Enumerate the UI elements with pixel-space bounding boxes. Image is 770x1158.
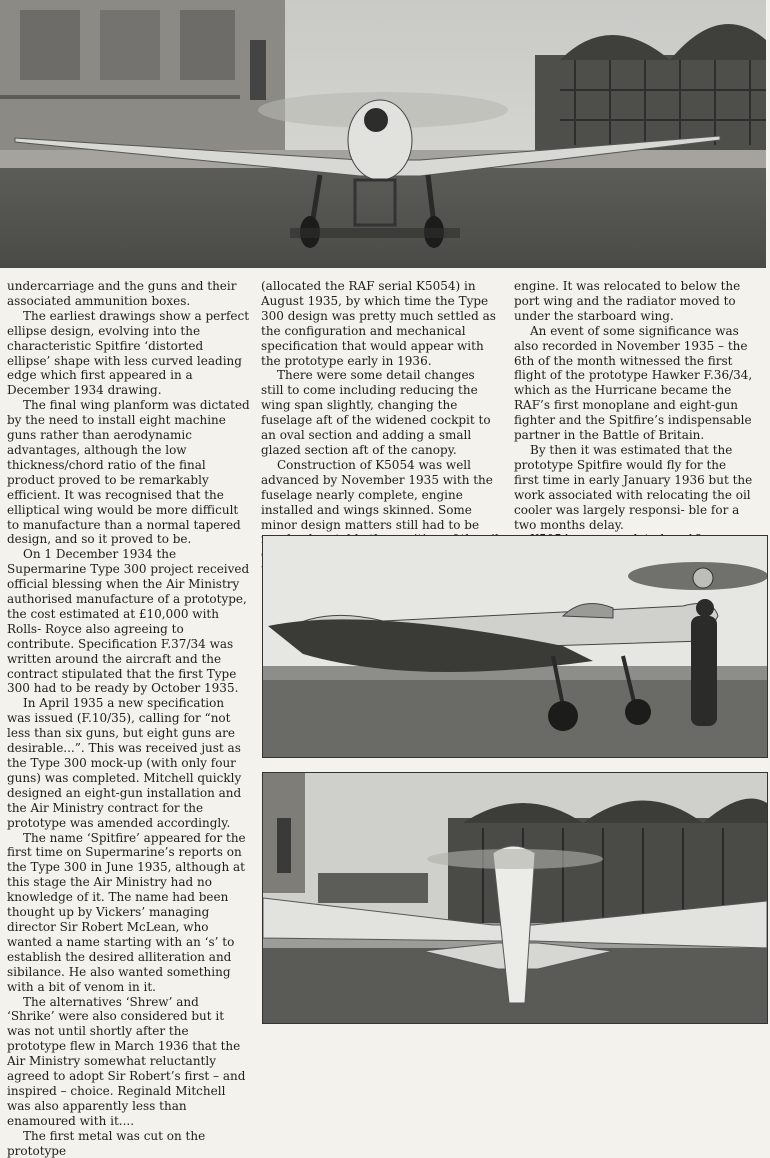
paragraph: In April 1935 a new specification was issued (F.10/35), calling for “not less than six guns, but eight guns are desirable...”. This was received just as the Type 300 mock-up (with only four guns) was completed. Mitchell quickly designed an eight-gun installation and the Air Ministry contract for the prototype was amended accordingly. bbox=[7, 696, 242, 830]
paragraph: The first metal was cut on the prototype bbox=[7, 1128, 206, 1158]
photo-prototype-rear-view-image bbox=[263, 773, 767, 1023]
paragraph: The alternatives ‘Shrew’ and ‘Shrike’ were also considered but it was not until shortly after the prototype flew in March 1936 that the Air Ministry somewhat reluctantly agreed to adopt Sir Robert’s first – and inspired – choice. Reginald Mitchell was also apparently less than enamoured with it.... bbox=[7, 994, 246, 1128]
paragraph: By then it was estimated that the prototype Spitfire would fly for the first time in early January 1936 but the work associated with relocating the oil cooler was largely responsi- ble for a two months delay. bbox=[514, 442, 753, 532]
text-column-1 bbox=[7, 279, 250, 1158]
paragraph: undercarriage and the guns and their associated ammunition boxes. bbox=[7, 279, 237, 308]
photo-prototype-side-view-image bbox=[263, 536, 767, 757]
paragraph: engine. It was relocated to below the port wing and the radiator moved to under the starboard wing. bbox=[514, 279, 741, 323]
text-column-2 bbox=[261, 279, 501, 577]
paragraph: There were some detail changes still to come including reducing the wing span slightly, changing the fuselage aft of the widened cockpit to an oval section and adding a small glazed section aft of the canopy. bbox=[261, 368, 491, 457]
paragraph: The final wing planform was dictated by the need to install eight machine guns rather than aerodynamic advantages, although the low thickness/chord ratio of the final product proved to be remarkably efficient. It was recognised that the elliptical wing would be more difficult to manufacture than a normal tapered design, and so it proved to be. bbox=[7, 398, 250, 547]
paragraph: An event of some significance was also recorded in November 1935 – the 6th of the month witnessed the first flight of the prototype Hawker F.36/34, which as the Hurricane became the RAF’s first monoplane and eight-gun fighter and the Spitfire’s indispensable partner in the Battle of Britain. bbox=[514, 323, 753, 443]
paragraph: The name ‘Spitfire’ appeared for the first time on Supermarine’s reports on the Type 300 in June 1935, although at this stage the Air Ministry had no knowledge of it. The name had been thought up by Vickers’ managing director Sir Robert McLean, who wanted a name starting with an ‘s’ to establish the desired alliteration and sibilance. He also wanted something with a bit of venom in it. bbox=[7, 830, 246, 994]
paragraph: The earliest drawings show a perfect ellipse design, evolving into the characteristic Spitfire ‘distorted ellipse’ shape with less curved leading edge which first appeared in a December 1934 drawing. bbox=[7, 308, 250, 398]
paragraph: On 1 December 1934 the Supermarine Type 300 project received official blessing when the Air Ministry authorised manufacture of a prototype, the cost estimated at £10,000 with Rolls- Royce also agreeing to contribute. Specification F.37/34 was written around the aircraft and the contract stipulated that the first Type 300 had to be ready by October 1935. bbox=[7, 547, 250, 696]
paragraph: (allocated the RAF serial K5054) in August 1935, by which time the Type 300 design was pretty much settled as the configuration and mechanical specification that would appear with the prototype early in 1936. bbox=[261, 279, 496, 368]
paragraph: Construction of K5054 was well advanced by November 1935 with the fuselage nearly complete, engine installed and wings skinned. Some minor design matters still had to be bbox=[261, 457, 493, 532]
photo-prototype-front-view bbox=[0, 0, 766, 268]
photo-prototype-side-view bbox=[262, 535, 768, 758]
photo-prototype-front-view-image bbox=[0, 0, 766, 268]
photo-prototype-rear-view bbox=[262, 772, 768, 1024]
text-column-3 bbox=[514, 279, 754, 564]
